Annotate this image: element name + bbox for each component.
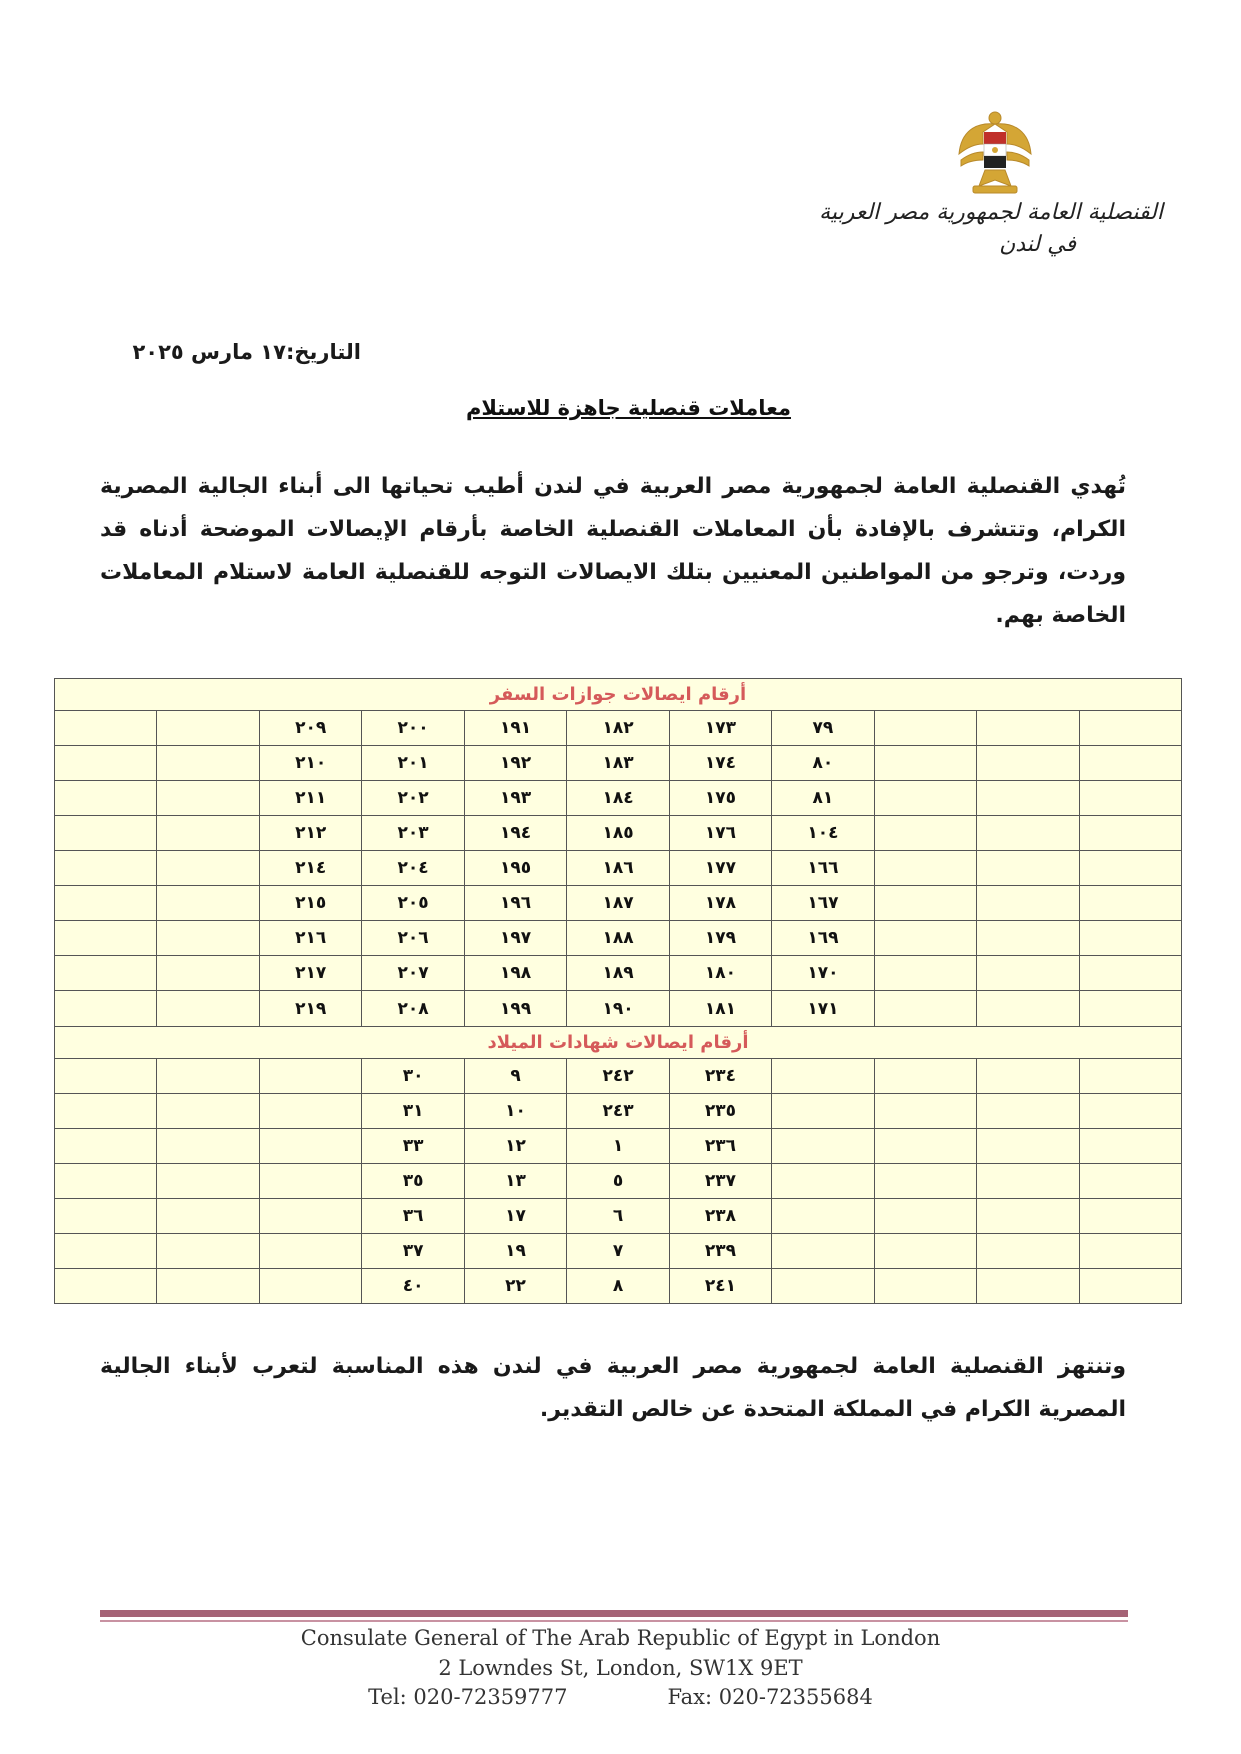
receipt-number-cell: ١٣ [464,1163,566,1198]
receipt-number-cell: ٢٠٦ [362,921,464,956]
receipt-number-cell [874,710,976,745]
receipt-number-cell: ٢٠٣ [362,816,464,851]
receipt-number-cell [977,746,1079,781]
receipt-number-cell: ٧٩ [772,710,874,745]
receipt-number-cell [977,1198,1079,1233]
receipt-number-cell [874,991,976,1026]
receipt-number-cell [772,1128,874,1163]
receipt-number-cell: ١٧١ [772,991,874,1026]
document-subject: معاملات قنصلية جاهزة للاستلام [465,396,791,420]
receipt-number-cell [772,1268,874,1303]
receipt-number-cell [259,1058,361,1093]
receipt-number-cell: ٣٦ [362,1198,464,1233]
receipt-number-cell [874,956,976,991]
passport-table-row [55,956,1182,991]
receipt-number-cell: ١٠٤ [772,816,874,851]
receipt-number-cell: ١٨٧ [567,886,669,921]
receipt-number-cell: ٨٠ [772,746,874,781]
birth-table-row [55,1233,1182,1268]
passport-table-title-row [55,679,1182,711]
receipt-number-cell [55,746,157,781]
receipt-number-cell: ٢٣٦ [669,1128,771,1163]
receipt-number-cell [874,1128,976,1163]
receipt-number-cell [977,816,1079,851]
receipt-number-cell: ١٨٩ [567,956,669,991]
passport-table-row [55,991,1182,1026]
receipt-number-cell [977,710,1079,745]
receipt-number-cell: ٢٣٨ [669,1198,771,1233]
receipt-number-cell: ١٩٩ [464,991,566,1026]
receipt-number-cell: ٩ [464,1058,566,1093]
receipt-number-cell: ١٨٠ [669,956,771,991]
receipt-number-cell [1079,1093,1181,1128]
receipt-number-cell [977,1093,1079,1128]
receipt-number-cell: ١ [567,1128,669,1163]
receipt-number-cell: ٣٣ [362,1128,464,1163]
receipt-number-cell [1079,710,1181,745]
footer-tel: Tel: 020-72359777 [368,1685,568,1709]
receipt-number-cell [772,1198,874,1233]
receipt-number-cell: ١٩ [464,1233,566,1268]
receipt-number-cell: ١٩٤ [464,816,566,851]
receipt-number-cell [1079,1268,1181,1303]
passport-table-title: أرقام ايصالات جوازات السفر [55,679,1182,711]
receipt-number-cell: ١٧٧ [669,851,771,886]
receipt-number-cell [1079,1163,1181,1198]
receipt-number-cell [977,1233,1079,1268]
receipt-number-cell: ١٩٦ [464,886,566,921]
receipt-number-cell [977,886,1079,921]
birth-table-title: أرقام ايصالات شهادات الميلاد [55,1026,1182,1058]
receipt-number-cell: ٢٣٧ [669,1163,771,1198]
receipt-number-cell [1079,746,1181,781]
footer-consulate-name: Consulate General of The Arab Republic of Egypt in London [300,1626,941,1650]
receipt-number-cell: ٢٢ [464,1268,566,1303]
receipt-number-cell [157,851,259,886]
receipt-number-cell: ٢٠١ [362,746,464,781]
receipt-number-cell [1079,1128,1181,1163]
receipt-number-cell: ٢١١ [259,781,361,816]
receipt-number-cell [874,1093,976,1128]
receipt-number-cell [874,1058,976,1093]
receipt-number-cell [1079,921,1181,956]
receipt-number-cell: ١٦٦ [772,851,874,886]
receipt-number-cell: ١٩٠ [567,991,669,1026]
footer-address: 2 Lowndes St, London, SW1X 9ET [438,1656,803,1680]
receipt-number-cell [772,1233,874,1268]
receipt-number-cell [259,1128,361,1163]
consulate-name: القنصلية العامة لجمهورية مصر العربية [819,200,1163,225]
receipt-number-cell: ١٩١ [464,710,566,745]
passport-table-row [55,746,1182,781]
receipt-number-cell [157,1128,259,1163]
receipt-number-cell: ١٩٢ [464,746,566,781]
birth-table-row [55,1163,1182,1198]
receipt-number-cell: ١٧٩ [669,921,771,956]
receipt-number-cell: ١٩٥ [464,851,566,886]
receipt-number-cell: ٢١٠ [259,746,361,781]
receipt-number-cell: ٢١٢ [259,816,361,851]
receipt-number-cell: ٣٠ [362,1058,464,1093]
receipt-number-cell [772,1163,874,1198]
consulate-city: في لندن [999,232,1076,257]
receipt-number-cell: ١٨٥ [567,816,669,851]
receipt-number-cell: ١٧٠ [772,956,874,991]
receipt-number-cell: ٢٠٢ [362,781,464,816]
receipt-number-cell [55,816,157,851]
receipt-number-cell: ٢١٦ [259,921,361,956]
intro-paragraph: تُهدي القنصلية العامة لجمهورية مصر العربية في لندن أطيب تحياتها الى أبناء الجالية المصرية الكرام، وتتشرف بالإفادة بأن المعاملات القنصلية الخاصة بأرقام الإيصالات الموضحة أدناه قد وردت، وترجو من المواطنين المعنيين بتلك الايصالات التوجه للقنصلية العامة لاستلام المعاملات الخاصة بهم. [100,474,1126,628]
receipt-number-cell [157,710,259,745]
receipt-number-cell [1079,1233,1181,1268]
receipt-number-cell [874,816,976,851]
receipt-number-cell [874,886,976,921]
receipt-number-cell [157,1163,259,1198]
receipt-number-cell: ١٩٨ [464,956,566,991]
receipt-number-cell: ١٨٨ [567,921,669,956]
passport-table-row [55,781,1182,816]
receipt-number-cell [874,1163,976,1198]
receipt-number-cell: ٢٣٤ [669,1058,771,1093]
receipt-number-cell [55,1058,157,1093]
receipt-number-cell: ٢١٤ [259,851,361,886]
receipt-number-cell [1079,781,1181,816]
receipt-number-cell [157,1198,259,1233]
receipt-number-cell [874,746,976,781]
receipt-number-cell: ١٢ [464,1128,566,1163]
receipt-number-cell [157,921,259,956]
document-date: التاريخ:١٧ مارس ٢٠٢٥ [132,340,361,364]
receipt-number-cell [55,921,157,956]
receipt-number-cell [977,781,1079,816]
birth-table-row [55,1093,1182,1128]
receipt-number-cell [157,1058,259,1093]
receipt-number-cell [157,886,259,921]
receipt-number-cell: ٢٠٨ [362,991,464,1026]
receipt-number-cell [1079,1058,1181,1093]
receipt-number-cell: ٧ [567,1233,669,1268]
receipt-number-cell [55,886,157,921]
receipt-number-cell: ١٨٤ [567,781,669,816]
receipt-number-cell [874,781,976,816]
passport-table-row [55,886,1182,921]
receipt-number-cell [259,1093,361,1128]
receipt-number-cell: ١٩٣ [464,781,566,816]
receipt-number-cell: ١٧٦ [669,816,771,851]
receipts-table [54,678,1182,1304]
receipt-number-cell: ٥ [567,1163,669,1198]
birth-table-row [55,1058,1182,1093]
receipt-number-cell: ١٠ [464,1093,566,1128]
receipt-number-cell: ٨١ [772,781,874,816]
passport-table-row [55,851,1182,886]
receipt-number-cell [55,991,157,1026]
receipt-number-cell: ١٧٥ [669,781,771,816]
receipt-number-cell: ٤٠ [362,1268,464,1303]
receipt-number-cell [55,1163,157,1198]
receipt-number-cell [977,1058,1079,1093]
birth-table-row [55,1128,1182,1163]
receipt-number-cell [55,1198,157,1233]
receipt-number-cell: ١٩٧ [464,921,566,956]
receipt-number-cell: ٢١٩ [259,991,361,1026]
passport-table-row [55,710,1182,745]
receipt-number-cell [55,781,157,816]
receipt-number-cell [157,746,259,781]
receipt-number-cell: ٨ [567,1268,669,1303]
receipt-number-cell [157,1233,259,1268]
receipt-number-cell: ١٨٦ [567,851,669,886]
receipt-number-cell: ٢٠٠ [362,710,464,745]
receipt-number-cell: ٢٠٩ [259,710,361,745]
receipt-number-cell [259,1163,361,1198]
receipt-number-cell [259,1198,361,1233]
receipt-number-cell: ٦ [567,1198,669,1233]
receipt-number-cell [157,816,259,851]
receipt-number-cell: ١٨٢ [567,710,669,745]
receipt-number-cell: ١٧٤ [669,746,771,781]
receipt-number-cell: ٢٤١ [669,1268,771,1303]
receipt-number-cell [1079,886,1181,921]
receipt-number-cell [259,1233,361,1268]
receipt-number-cell [55,956,157,991]
receipt-number-cell: ١٨٣ [567,746,669,781]
receipt-number-cell: ١٧٨ [669,886,771,921]
receipt-number-cell [1079,851,1181,886]
passport-table-row [55,921,1182,956]
footer-divider [100,1610,1128,1617]
receipt-number-cell [977,1128,1079,1163]
receipt-number-cell: ٢١٥ [259,886,361,921]
receipt-number-cell [977,1163,1079,1198]
receipt-number-cell: ٢١٧ [259,956,361,991]
receipt-number-cell: ١٧ [464,1198,566,1233]
receipt-number-cell: ١٦٧ [772,886,874,921]
receipt-number-cell: ٢٣٥ [669,1093,771,1128]
footer-divider-thin [100,1620,1128,1622]
receipt-number-cell: ٢٤٣ [567,1093,669,1128]
birth-table-row [55,1268,1182,1303]
receipt-number-cell [1079,816,1181,851]
footer-fax: Fax: 020-72355684 [667,1685,873,1709]
receipt-number-cell [157,1268,259,1303]
receipt-number-cell: ٣٥ [362,1163,464,1198]
receipt-number-cell [977,851,1079,886]
receipt-number-cell: ٢٣٩ [669,1233,771,1268]
passport-table-row [55,816,1182,851]
receipt-number-cell [157,1093,259,1128]
receipt-number-cell [1079,991,1181,1026]
receipt-number-cell [772,1058,874,1093]
birth-table-title-row [55,1026,1182,1058]
receipt-number-cell [772,1093,874,1128]
receipt-number-cell [874,1268,976,1303]
receipt-number-cell [977,956,1079,991]
receipt-number-cell: ٣٧ [362,1233,464,1268]
receipt-number-cell: ٢٤٢ [567,1058,669,1093]
egypt-eagle-emblem-icon [955,108,1035,196]
receipt-number-cell [977,1268,1079,1303]
receipt-number-cell [1079,1198,1181,1233]
receipt-number-cell [874,921,976,956]
receipt-number-cell [977,991,1079,1026]
receipt-number-cell: ٢٠٤ [362,851,464,886]
receipt-number-cell: ١٧٣ [669,710,771,745]
footer-contact [0,1685,1241,1709]
receipt-number-cell [1079,956,1181,991]
receipt-number-cell [157,956,259,991]
receipt-number-cell [55,1128,157,1163]
receipt-number-cell [55,710,157,745]
receipt-number-cell [55,1268,157,1303]
receipt-number-cell: ٢٠٧ [362,956,464,991]
receipt-number-cell [157,781,259,816]
receipt-number-cell [874,851,976,886]
receipt-number-cell [874,1233,976,1268]
receipt-number-cell [55,1233,157,1268]
birth-table-row [55,1198,1182,1233]
receipt-number-cell [157,991,259,1026]
closing-paragraph: وتنتهز القنصلية العامة لجمهورية مصر العربية في لندن هذه المناسبة لتعرب لأبناء الجالية المصرية الكرام في المملكة المتحدة عن خالص التقدير. [100,1354,1126,1422]
receipt-number-cell [259,1268,361,1303]
receipt-number-cell: ٣١ [362,1093,464,1128]
receipt-number-cell: ١٨١ [669,991,771,1026]
receipt-number-cell [874,1198,976,1233]
receipt-number-cell [55,1093,157,1128]
receipt-number-cell [55,851,157,886]
receipt-number-cell: ١٦٩ [772,921,874,956]
receipt-number-cell [977,921,1079,956]
receipt-number-cell: ٢٠٥ [362,886,464,921]
